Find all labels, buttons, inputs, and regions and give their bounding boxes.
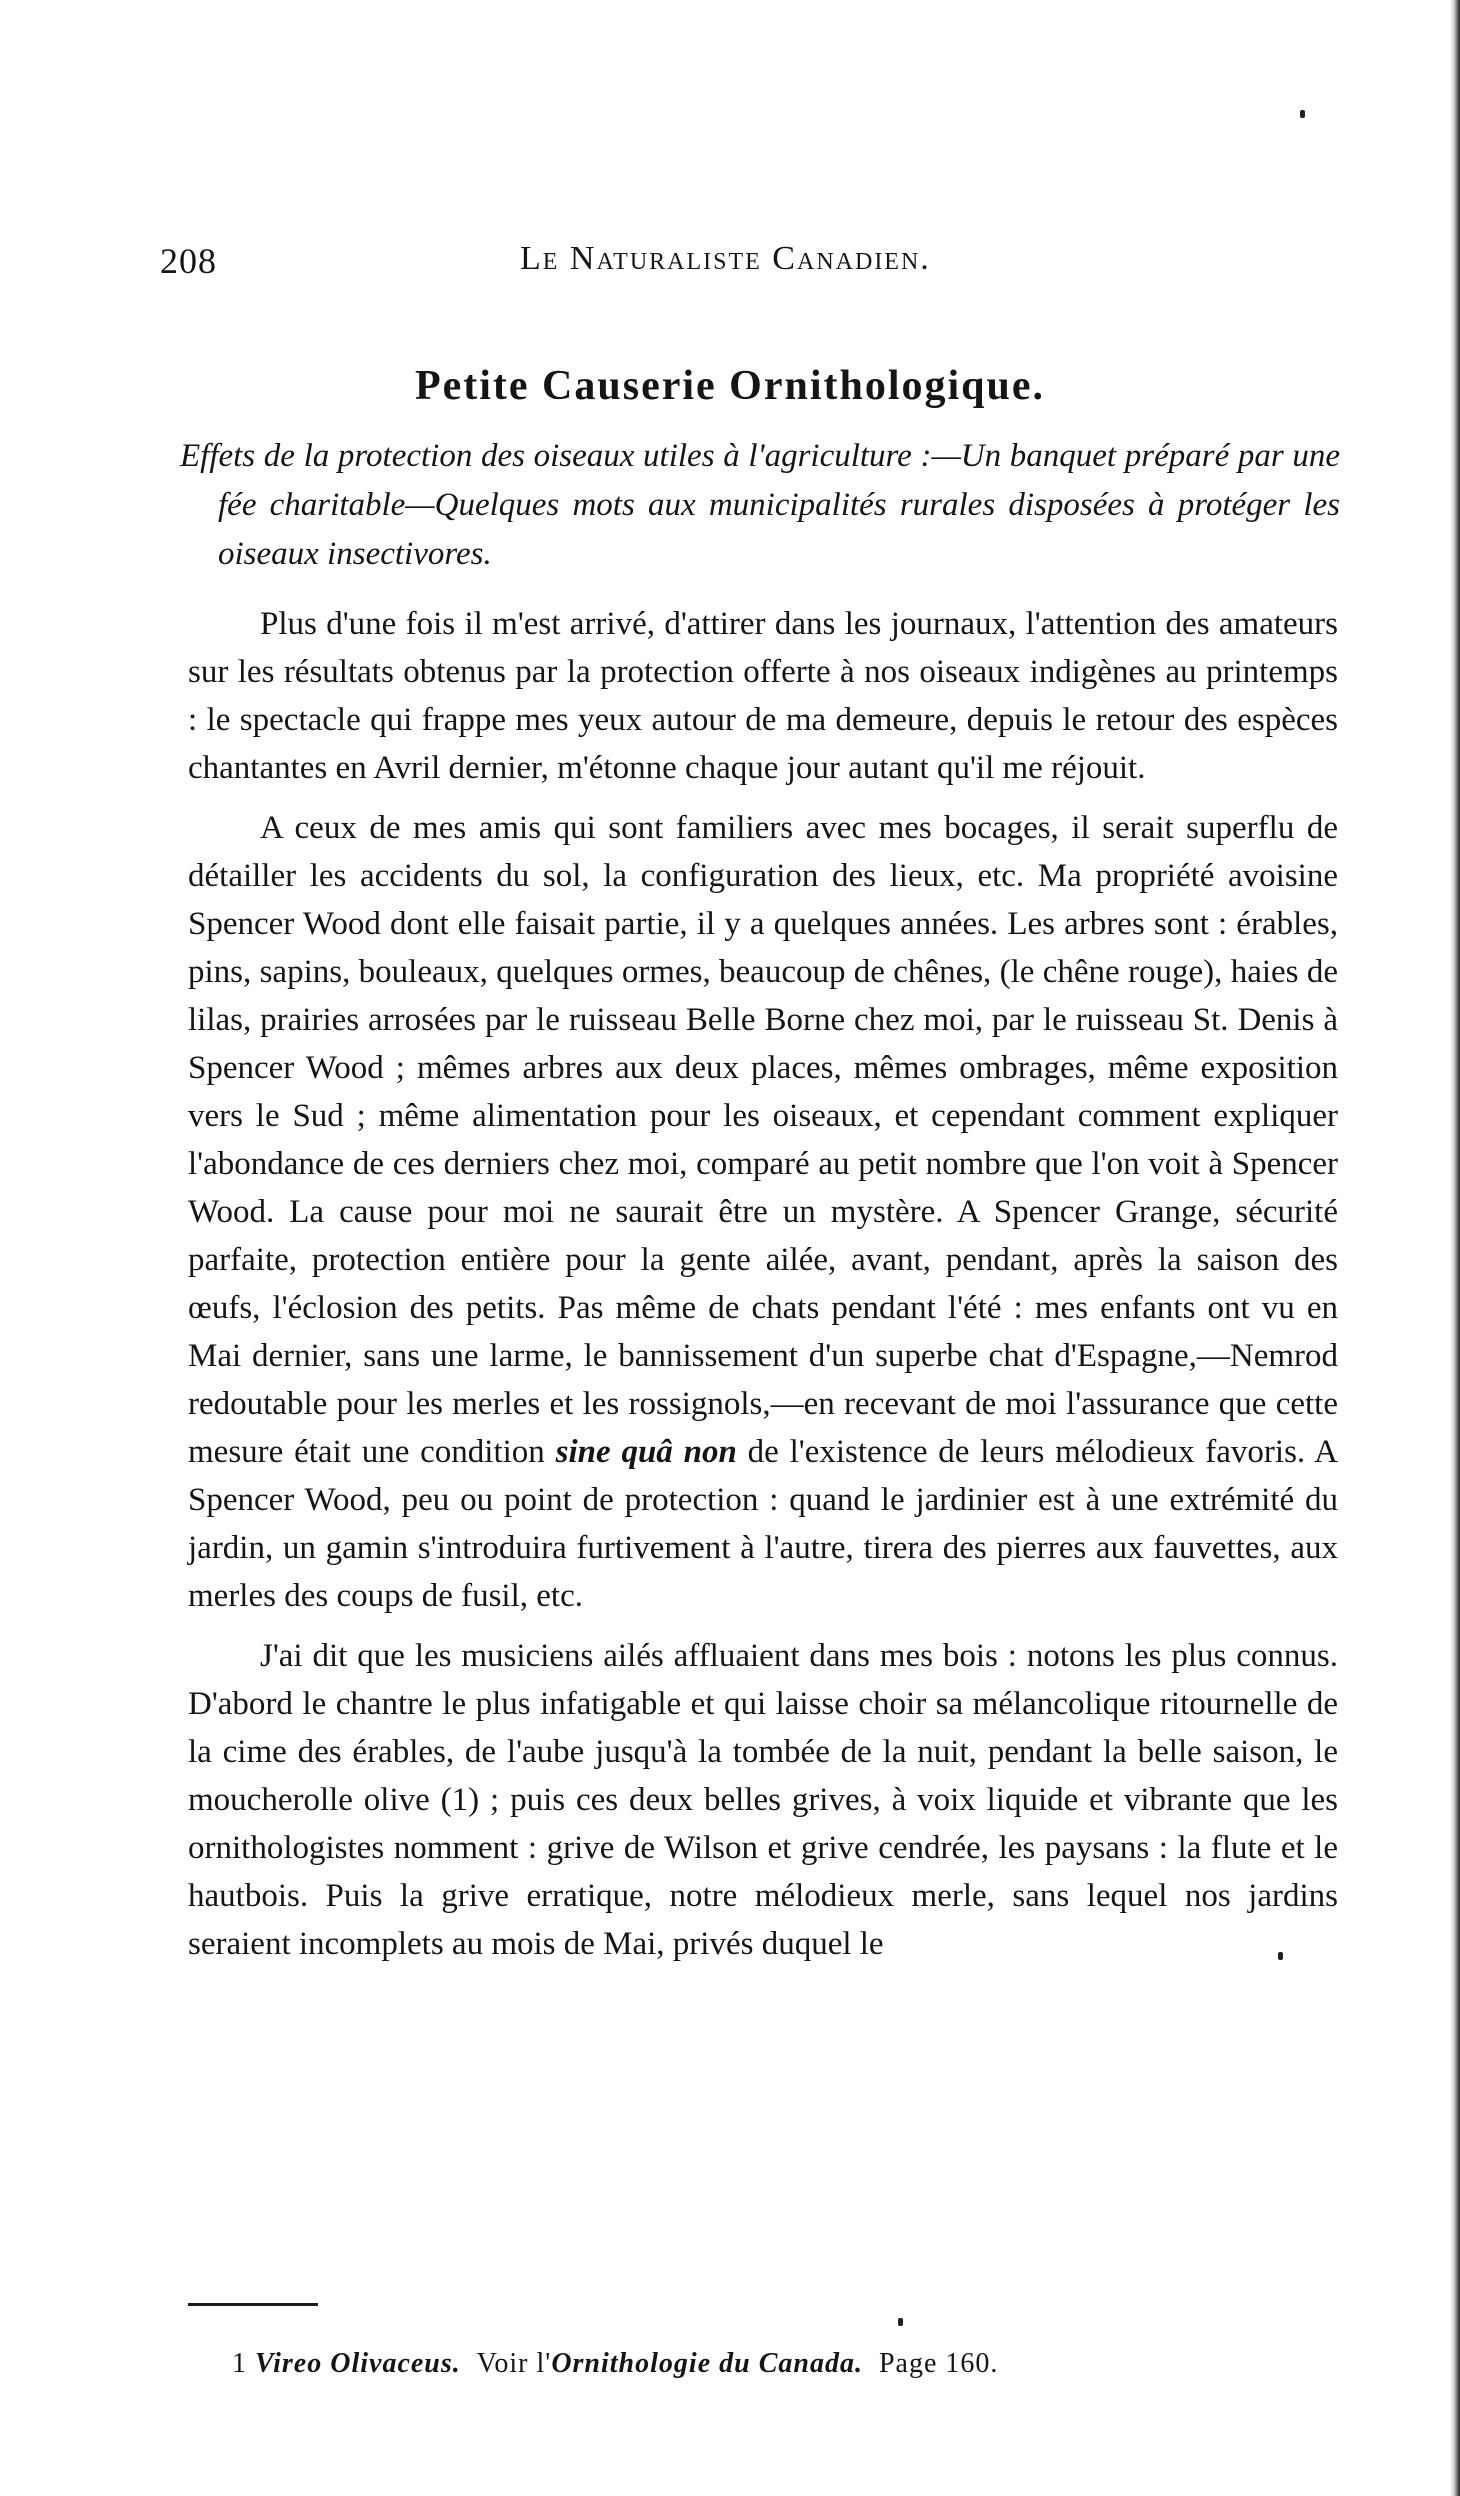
print-speck bbox=[898, 2318, 903, 2326]
paragraph-3 bbox=[188, 1632, 1338, 1968]
summary-text: Effets de la protection des oiseaux utiles à l'agriculture :—Un banquet préparé par une fée charitable—Quelques mots aux municipalités rurales disposées à protéger les oiseaux insectivores. bbox=[180, 438, 1340, 572]
paragraph-2 bbox=[188, 804, 1338, 1620]
print-speck bbox=[1278, 1952, 1283, 1960]
paragraph-3-text-after: ; puis ces deux belles grives, à voix liquide et vibrante que les ornithologistes nomment : grive de Wilson et grive cendrée, les paysans : la flute et le hautbois. Puis la grive erratique, notre mélodieux merle, sans lequel nos jardins seraient incomplets au mois de Mai, privés duquel le bbox=[188, 1782, 1339, 1962]
article-summary bbox=[180, 432, 1340, 579]
paragraph-3-text-before: J'ai dit que les musiciens ailés affluaient dans mes bois : notons les plus connus. D'abord le chantre le plus infatigable et qui laisse choir sa mélancolique ritournelle de la cime des érables, de l'aube jusqu'à la tombée de la nuit, pendant la belle saison, le moucherolle olive bbox=[188, 1638, 1338, 1818]
footnote-scientific-name: Vireo Olivaceus. bbox=[255, 2348, 461, 2379]
footnote bbox=[232, 2348, 998, 2380]
page-number: 208 bbox=[160, 241, 217, 281]
footnote-reference: (1) bbox=[440, 1782, 480, 1818]
footnote-voir: Voir l' bbox=[476, 2348, 552, 2379]
latin-phrase: sine quâ non bbox=[555, 1434, 737, 1470]
article-body bbox=[188, 600, 1338, 1980]
footnote-separator bbox=[188, 2303, 318, 2306]
footnote-page-ref: Page 160. bbox=[878, 2348, 999, 2379]
journal-title: Le Naturaliste Canadien. bbox=[520, 240, 931, 277]
running-header bbox=[160, 240, 1200, 290]
article-title: Petite Causerie Ornithologique. bbox=[414, 363, 1046, 409]
footnote-book-title: Ornithologie du Canada. bbox=[551, 2348, 863, 2379]
footnote-number: 1 bbox=[232, 2348, 247, 2379]
paragraph-1: Plus d'une fois il m'est arrivé, d'attirer dans les journaux, l'attention des amateurs sur les résultats obtenus par la protection offerte à nos oiseaux indigènes au printemps : le spectacle qui frappe mes yeux autour de ma demeure, depuis le retour des espèces chantantes en Avril dernier, m'étonne chaque jour autant qu'il me réjouit. bbox=[188, 606, 1338, 786]
print-speck bbox=[1300, 110, 1305, 118]
paragraph-2-text-after: de l'existence de leurs mélodieux favoris. A Spencer Wood, peu ou point de protection : quand le jardinier est à une extrémité du jardin, un gamin s'introduira furtivement à l'autre, tirera des pierres aux fauvettes, aux merles des coups de fusil, etc. bbox=[188, 1434, 1338, 1614]
paragraph-2-text-before: A ceux de mes amis qui sont familiers avec mes bocages, il serait superflu de détailler les accidents du sol, la configuration des lieux, etc. Ma propriété avoisine Spencer Wood dont elle faisait partie, il y a quelques années. Les arbres sont : érables, pins, sapins, bouleaux, quelques ormes, beaucoup de chênes, (le chêne rouge), haies de lilas, prairies arrosées par le ruisseau Belle Borne chez moi, par le ruisseau St. Denis à Spencer Wood ; mêmes arbres aux deux places, mêmes ombrages, même exposition vers le Sud ; même alimentation pour les oiseaux, et cependant comment expliquer l'abondance de ces derniers chez moi, comparé au petit nombre que l'on voit à Spencer Wood. La cause pour moi ne saurait être un mystère. A Spencer Grange, sécurité parfaite, protection entière pour la gente ailée, avant, pendant, après la saison des œufs, l'éclosion des petits. Pas même de chats pendant l'été : mes enfants ont vu en Mai dernier, sans une larme, le bannissement d'un superbe chat d'Espagne,—Nemrod redoutable pour les merles et les rossignols,—en recevant de moi l'assurance que cette mesure était une condition bbox=[188, 810, 1338, 1470]
